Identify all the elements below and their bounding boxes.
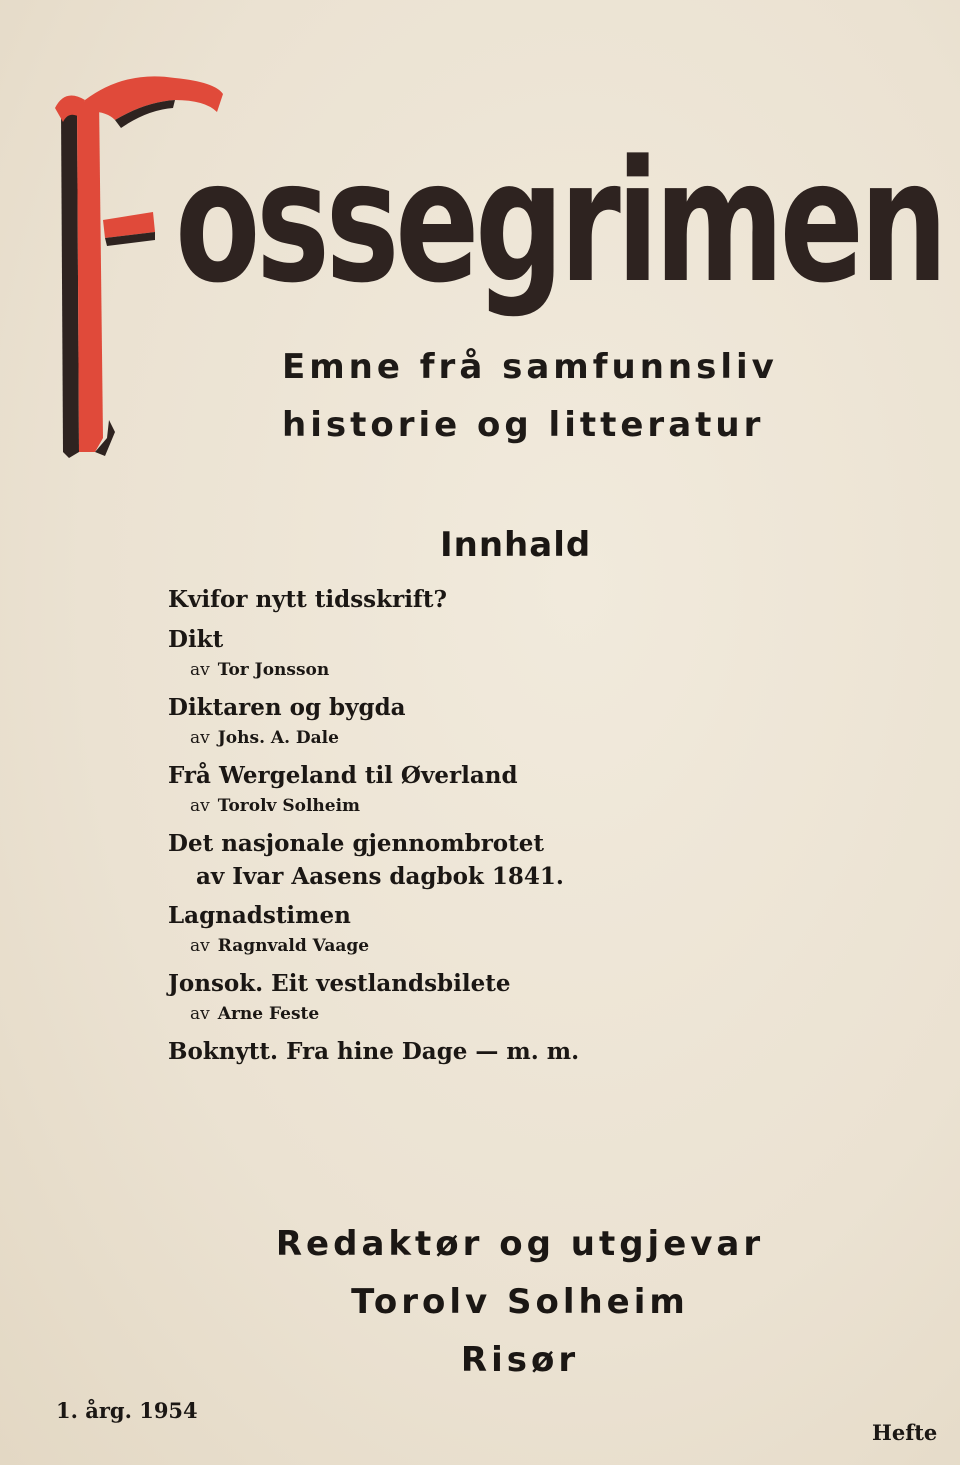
toc-item-author-name: Torolv Solheim — [217, 796, 361, 816]
table-of-contents — [168, 583, 868, 1069]
toc-item-by: av — [190, 1004, 210, 1024]
toc-item-title: Diktaren og bygda — [168, 694, 406, 721]
toc-item-title: Kvifor nytt tidsskrift? — [168, 586, 447, 613]
editor-block — [270, 1215, 770, 1389]
issue-label: Hefte — [872, 1420, 938, 1445]
toc-item-author — [168, 1001, 868, 1027]
toc-item — [168, 759, 868, 819]
toc-item-author — [168, 657, 868, 683]
toc-item-author — [168, 793, 868, 819]
toc-item-author — [168, 933, 868, 959]
toc-item-author — [168, 725, 868, 751]
toc-item-by: av — [190, 728, 210, 748]
toc-heading: Innhald — [440, 525, 592, 565]
toc-item-title: Jonsok. Eit vestlandsbilete — [168, 970, 511, 997]
toc-item — [168, 691, 868, 751]
toc-item — [168, 583, 868, 617]
toc-item-title: Det nasjonale gjennombrotet — [168, 830, 545, 857]
toc-item-title: Dikt — [168, 626, 224, 653]
editor-line-1: Redaktør og utgjevar — [275, 1224, 765, 1264]
masthead-title-rest: ossegrimen — [175, 124, 944, 320]
subtitle-line-2: historie og litteratur — [282, 405, 765, 445]
toc-item-author-name: Arne Feste — [217, 1004, 320, 1024]
masthead-subtitle — [282, 338, 842, 454]
toc-item-title: Boknytt. Fra hine Dage — m. m. — [168, 1038, 580, 1065]
toc-item — [168, 623, 868, 683]
toc-item — [168, 899, 868, 959]
subtitle-line-1: Emne frå samfunnsliv — [282, 347, 778, 387]
toc-item-by: av — [190, 660, 210, 680]
toc-item-by: av — [190, 936, 210, 956]
toc-item-by: av — [190, 796, 210, 816]
toc-item-title: Frå Wergeland til Øverland — [168, 762, 518, 789]
toc-item — [168, 1035, 868, 1069]
editor-line-3: Risør — [460, 1340, 580, 1380]
toc-item-author-name: Johs. A. Dale — [217, 728, 339, 748]
toc-item-title: Lagnadstimen — [168, 902, 351, 929]
volume-year: 1. årg. 1954 — [56, 1398, 198, 1423]
toc-item-author-name: Ragnvald Vaage — [217, 936, 370, 956]
toc-item — [168, 827, 868, 893]
toc-item-author-name: Tor Jonsson — [217, 660, 330, 680]
editor-line-2: Torolv Solheim — [351, 1282, 689, 1322]
toc-item — [168, 967, 868, 1027]
toc-item-subtitle: av Ivar Aasens dagbok 1841. — [196, 863, 564, 890]
